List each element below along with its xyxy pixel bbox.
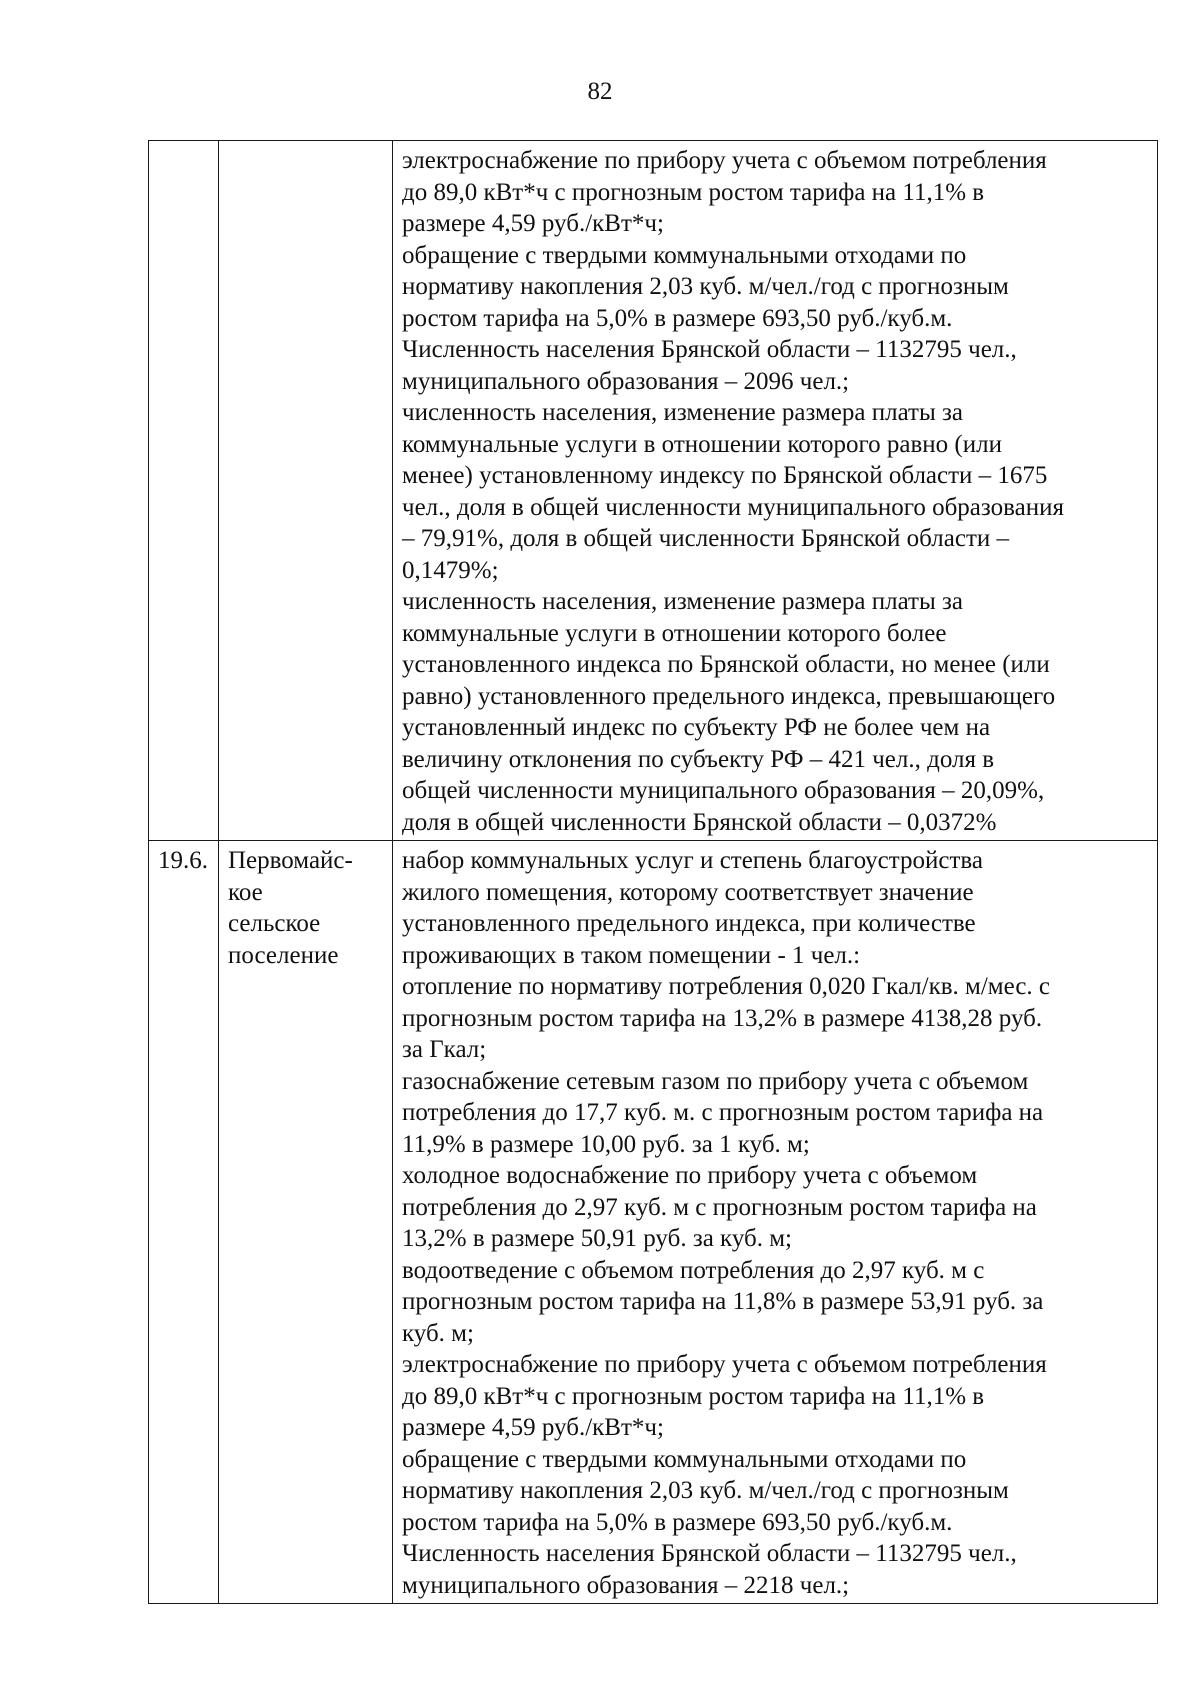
description-cell — [393, 141, 1158, 841]
description-line: проживающих в таком помещении - 1 чел.: — [402, 941, 861, 969]
description-line: отопление по нормативу потребления 0,020 Гкал/кв. м/мес. с — [402, 973, 1051, 1000]
description-line: прогнозным ростом тарифа на 11,8% в размере 53,91 руб. за — [402, 1288, 1044, 1315]
description-line: прогнозным ростом тарифа на 13,2% в размере 4138,28 руб. — [402, 1004, 1043, 1032]
description-line: до 89,0 кВт*ч с прогнозным ростом тарифа на 11,1% в — [402, 178, 985, 206]
description-line: электроснабжение по прибору учета с объемом потребления — [402, 147, 1047, 174]
description-line: установленного индекса по Брянской области, но менее (или — [402, 651, 1050, 678]
table-row — [149, 141, 1158, 841]
settlement-name-line: поселение — [228, 941, 339, 969]
description-line: потребления до 17,7 куб. м. с прогнозным ростом тарифа на — [402, 1099, 1044, 1126]
description-line: ростом тарифа на 5,0% в размере 693,50 руб./куб.м. — [402, 304, 953, 332]
settlement-name-line: кое — [228, 878, 263, 906]
description-line: общей численности муниципального образования – 20,09%, — [402, 777, 1045, 804]
description-line: установленный индекс по субъекту РФ не более чем на — [402, 714, 991, 741]
description-line: численность населения, изменение размера платы за — [402, 399, 963, 426]
description-line: размере 4,59 руб./кВт*ч; — [402, 210, 664, 237]
description-line: холодное водоснабжение по прибору учета с объемом — [402, 1162, 978, 1189]
description-line: менее) установленному индексу по Брянской области – 1675 — [402, 462, 1048, 489]
table-row — [149, 841, 1158, 1604]
description-line: 13,2% в размере 50,91 руб. за куб. м; — [402, 1225, 792, 1252]
row-number-cell — [149, 141, 219, 841]
description-line: до 89,0 кВт*ч с прогнозным ростом тарифа на 11,1% в — [402, 1382, 985, 1410]
description-line: 11,9% в размере 10,00 руб. за 1 куб. м; — [402, 1130, 810, 1158]
description-line: чел., доля в общей численности муниципального образования — [402, 493, 1064, 521]
settlement-name-cell — [219, 141, 393, 841]
description-line: обращение с твердыми коммунальными отходами по — [402, 1445, 967, 1473]
page-number: 82 — [587, 78, 613, 105]
description-line: электроснабжение по прибору учета с объемом потребления — [402, 1351, 1047, 1378]
row-number-cell: 19.6. — [149, 841, 219, 1604]
settlement-name-cell — [219, 841, 393, 1604]
description-line: набор коммунальных услуг и степень благоустройства — [402, 847, 983, 874]
description-line: нормативу накопления 2,03 куб. м/чел./год с прогнозным — [402, 273, 1009, 300]
description-line: жилого помещения, которому соответствует значение — [402, 878, 974, 906]
description-line: водоотведение с объемом потребления до 2,97 куб. м с — [402, 1256, 985, 1284]
description-line: доля в общей численности Брянской области – 0,0372% — [402, 808, 997, 836]
description-cell — [393, 841, 1158, 1604]
description-line: численность населения, изменение размера платы за — [402, 588, 963, 615]
tariff-table — [148, 140, 1158, 1604]
description-line: за Гкал; — [402, 1036, 487, 1063]
description-line: величину отклонения по субъекту РФ – 421 чел., доля в — [402, 745, 995, 773]
description-line: муниципального образования – 2096 чел.; — [402, 367, 850, 395]
description-line: куб. м; — [402, 1319, 474, 1347]
description-line: коммунальные услуги в отношении которого равно (или — [402, 430, 1002, 458]
description-line: – 79,91%, доля в общей численности Брянской области – — [402, 525, 1009, 552]
description-line: равно) установленного предельного индекса, превышающего — [402, 682, 1056, 710]
description-line: Численность населения Брянской области – 1132795 чел., — [402, 1540, 1017, 1567]
description-line: газоснабжение сетевым газом по прибору учета с объемом — [402, 1067, 1029, 1095]
description-line: муниципального образования – 2218 чел.; — [402, 1571, 850, 1599]
description-line: нормативу накопления 2,03 куб. м/чел./год с прогнозным — [402, 1477, 1009, 1504]
description-line: ростом тарифа на 5,0% в размере 693,50 руб./куб.м. — [402, 1508, 953, 1536]
description-line: Численность населения Брянской области – 1132795 чел., — [402, 336, 1017, 363]
settlement-name-line: Первомайс- — [228, 847, 353, 874]
description-line: размере 4,59 руб./кВт*ч; — [402, 1414, 664, 1441]
description-line: коммунальные услуги в отношении которого более — [402, 619, 947, 647]
table-body — [149, 141, 1158, 1604]
description-line: потребления до 2,97 куб. м с прогнозным ростом тарифа на — [402, 1193, 1037, 1221]
description-line: обращение с твердыми коммунальными отходами по — [402, 241, 967, 269]
description-line: 0,1479%; — [402, 556, 499, 584]
settlement-name-line: сельское — [228, 910, 321, 937]
description-line: установленного предельного индекса, при количестве — [402, 910, 976, 937]
